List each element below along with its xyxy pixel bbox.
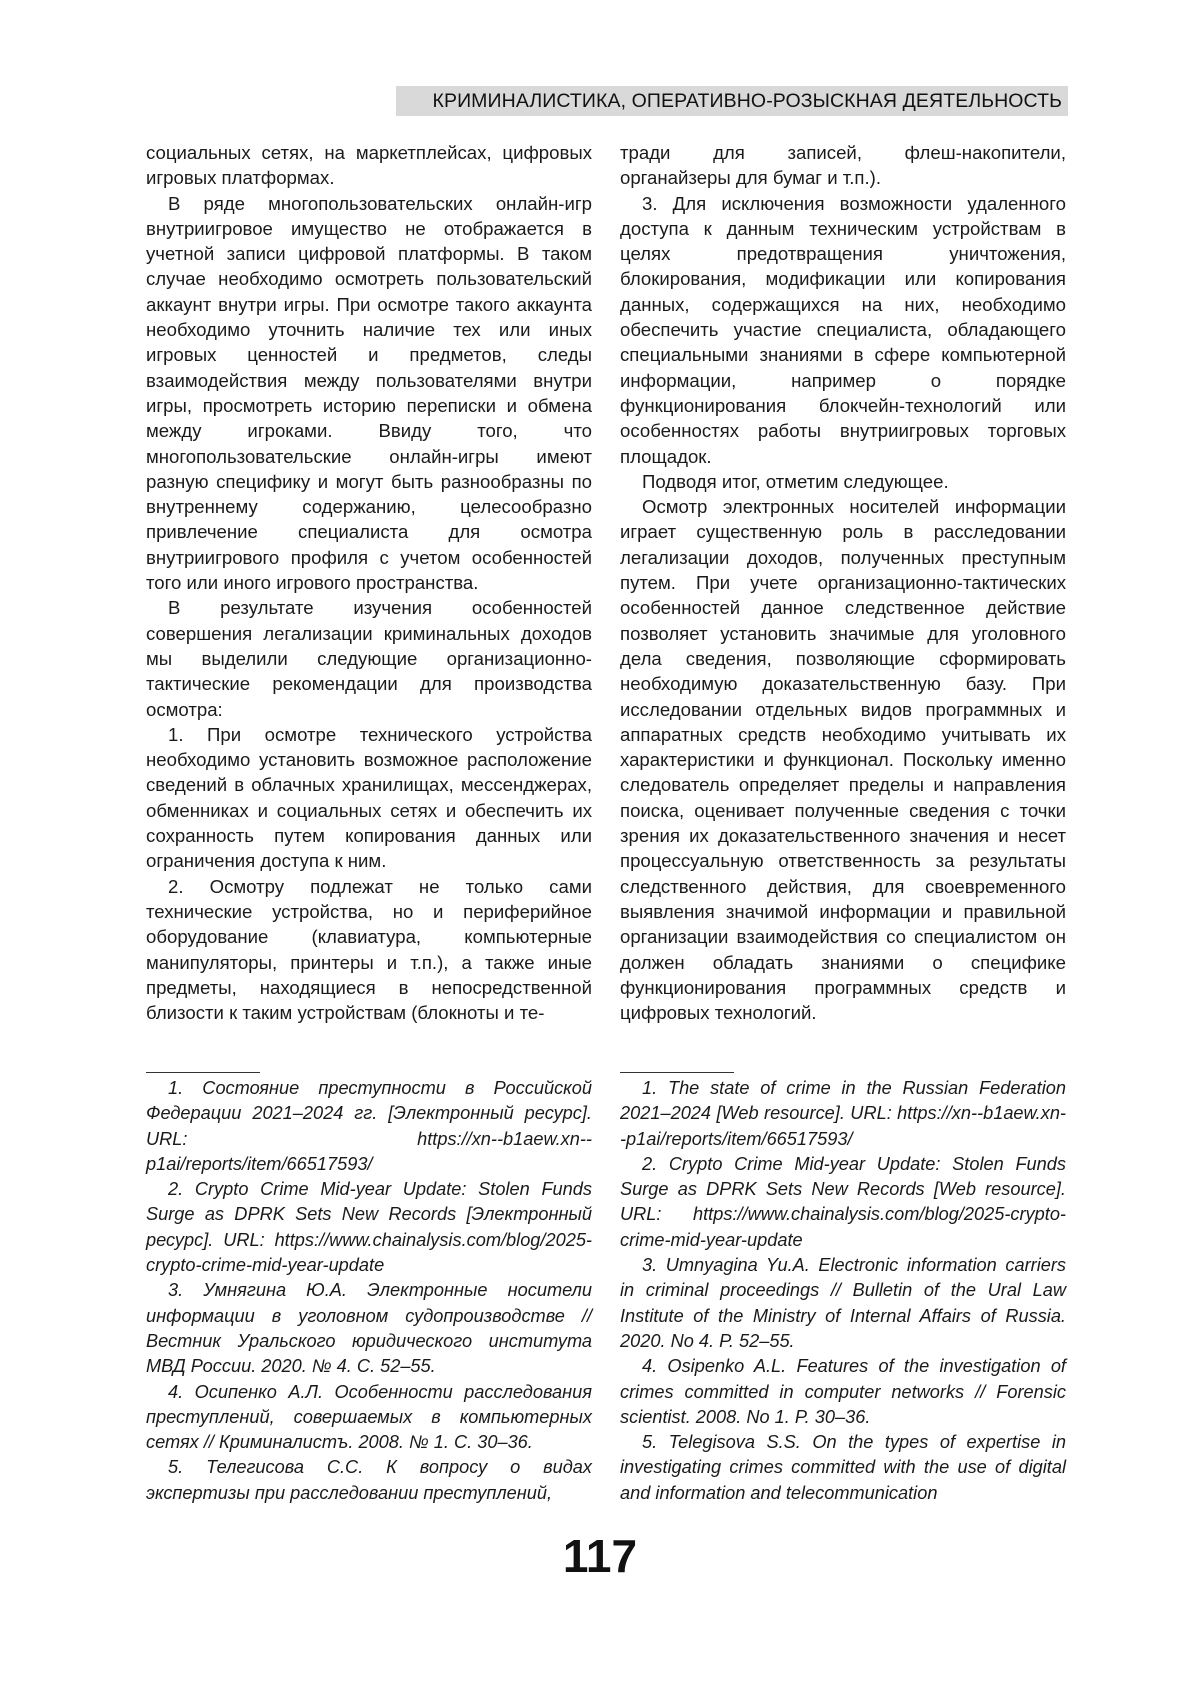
running-header [396, 86, 1068, 116]
paragraph: В результате изучения особенностей совершения легализации криминальных доходов мы выделили следующие организационно-тактические рекомендации для производства осмотра: [146, 597, 592, 720]
running-header-title: КРИМИНАЛИСТИКА, ОПЕРАТИВНО-РОЗЫСКНАЯ ДЕЯТЕЛЬНОСТЬ [432, 90, 1062, 112]
footnote: 5. Telegisova S.S. On the types of expertise in investigating crimes committed with the use of digital and information and telecommunication [620, 1432, 1066, 1503]
paragraph: Осмотр электронных носителей информации играет существенную роль в расследовании легализации доходов, полученных преступным путем. При учете организационно-тактических особенностей данное следственное действие позволяет установить значимые для уголовного дела сведения, позволяющие сформировать необходимую доказательственную базу. При исследовании отдельных видов программных и аппаратных средств необходимо учитывать их характеристики и функционал. Поскольку именно следователь определяет пределы и направления поиска, оценивает полученные сведения с точки зрения их доказательственного значения и несет процессуальную ответственность за результаты следственного действия, для своевременного выявления значимой информации и правильной организации взаимодействия со специалистом он должен обладать знаниями о специфике функционирования программных средств и цифровых технологий. [620, 496, 1066, 1024]
list-item: 3. Для исключения возможности удаленного доступа к данным техническим устройствам в целях предотвращения уничтожения, блокирования, модификации или копирования данных, содержащихся на них, необходимо обеспечить участие специалиста, обладающего специальными знаниями в сфере компьютерной информации, например о порядке функционирования блокчейн-технологий или особенностях работы внутриигровых торговых площадок. [620, 192, 1066, 467]
footnote: 3. Умнягина Ю.А. Электронные носители информации в уголовном судопроизводстве // Вестник Уральского юридического института МВД России. 2020. № 4. С. 52–55. [146, 1280, 592, 1377]
footnotes-english [620, 1076, 1066, 1506]
paragraph: В ряде многопользовательских онлайн-игр внутриигровое имущество не отображается в учетной записи цифровой платформы. В таком случае необходимо осмотреть пользовательский аккаунт внутри игры. При осмотре такого аккаунта необходимо уточнить наличие тех или иных игровых ценностей и предметов, следы взаимодействия между пользователями внутри игры, просмотреть историю переписки и обмена между игроками. Ввиду того, что многопользовательские онлайн-игры имеют разную специфику и могут быть разнообразны по внутреннему содержанию, целесообразно привлечение специалиста для осмотра внутриигрового профиля с учетом особенностей того или иного игрового пространства. [146, 192, 592, 594]
body-column-left [146, 140, 592, 1025]
footnote: 3. Umnyagina Yu.A. Electronic information carriers in criminal proceedings // Bulletin of the Ural Law Institute of the Ministry of Internal Affairs of Russia. 2020. No 4. P. 52–55. [620, 1255, 1066, 1351]
body-column-right [620, 140, 1066, 1025]
footnotes-russian [146, 1076, 592, 1506]
footnote: 4. Осипенко А.Л. Особенности расследования преступлений, совершаемых в компьютерных сетях // Криминалистъ. 2008. № 1. С. 30–36. [146, 1381, 592, 1453]
footnote: 5. Телегисова С.С. К вопросу о видах экспертизы при расследовании преступлений, [146, 1457, 592, 1503]
footnote-divider [146, 1072, 260, 1073]
footnote: 2. Crypto Crime Mid-year Update: Stolen Funds Surge as DPRK Sets New Records [Web resource]. URL: https://www.chainalysis.com/blog/2025-crypto-crime-mid-year-update [620, 1153, 1066, 1250]
paragraph: Подводя итог, отметим следующее. [642, 470, 949, 492]
footnote: 1. Состояние преступности в Российской Федерации 2021–2024 гг. [Электронный ресурс]. URL: https://xn--b1aew.xn--p1ai/reports/item/66517593/ [146, 1078, 592, 1174]
list-item: 2. Осмотру подлежат не только сами технические устройства, но и периферийное оборудование (клавиатура, компьютерные манипуляторы, принтеры и т.п.), а также иные предметы, находящиеся в непосредственной близости к таким устройствам (блокноты и те- [146, 875, 592, 1024]
footnote-divider [620, 1072, 734, 1073]
paragraph: социальных сетях, на маркетплейсах, цифровых игровых платформах. [146, 142, 592, 189]
footnote: 4. Osipenko A.L. Features of the investigation of crimes committed in computer networks // Forensic scientist. 2008. No 1. P. 30–36. [620, 1356, 1066, 1427]
paragraph: тради для записей, флеш-накопители, органайзеры для бумаг и т.п.). [620, 142, 1066, 189]
page-number: 117 [562, 1530, 638, 1582]
list-item: 1. При осмотре технического устройства необходимо установить возможное расположение сведений в облачных хранилищах, мессенджерах, обменниках и социальных сетях и обеспечить их сохранность путем копирования данных или ограничения доступа к ним. [146, 723, 592, 872]
footnote: 2. Crypto Crime Mid-year Update: Stolen Funds Surge as DPRK Sets New Records [Электронный ресурс]. URL: https://www.chainalysis.com/blog/2025-crypto-crime-mid-year-update [146, 1179, 592, 1276]
footnote: 1. The state of crime in the Russian Federation 2021–2024 [Web resource]. URL: https://xn--b1aew.xn--p1ai/reports/item/66517593/ [620, 1078, 1066, 1149]
